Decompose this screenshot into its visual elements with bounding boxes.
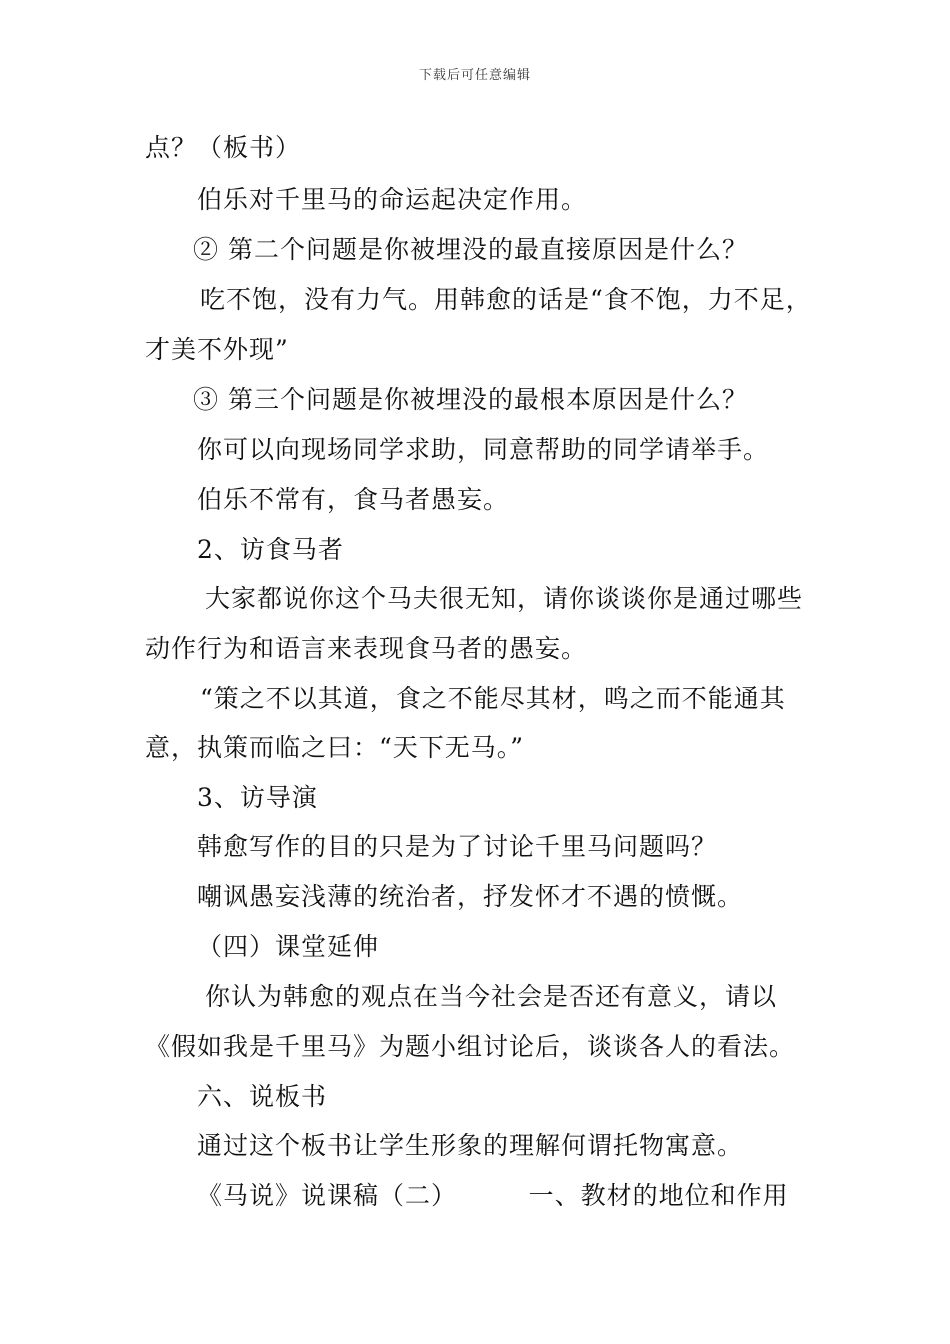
- page-header: 下载后可任意编辑: [418, 68, 531, 83]
- text-line: 你认为韩愈的观点在当今社会是否还有意义，请以: [205, 982, 778, 1011]
- text-line: 你可以向现场同学求助，同意帮助的同学请举手。: [197, 435, 770, 464]
- text-line: 动作行为和语言来表现食马者的愚妄。: [145, 634, 588, 663]
- text-line: ② 第二个问题是你被埋没的最直接原因是什么？: [193, 235, 748, 264]
- text-line: 3、访导演: [197, 783, 318, 812]
- text-line: 伯乐对千里马的命运起决定作用。: [197, 185, 588, 214]
- text-line: ③ 第三个问题是你被埋没的最根本原因是什么？: [193, 385, 748, 414]
- text-line: 意，执策而临之曰：“天下无马。”: [145, 733, 525, 762]
- text-line: （四）课堂延伸: [197, 932, 380, 961]
- text-line: 点？（板书）: [145, 133, 302, 162]
- text-line: 通过这个板书让学生形象的理解何谓托物寓意。: [197, 1131, 744, 1160]
- text-line: 2、访食马者: [197, 535, 344, 564]
- text-line: 韩愈写作的目的只是为了讨论千里马问题吗？: [197, 832, 718, 861]
- text-line: “策之不以其道，食之不能尽其材，鸣之而不能通其: [200, 684, 786, 713]
- text-line: 《马说》说课稿（二） 一、教材的地位和作用: [197, 1181, 789, 1210]
- text-line: 吃不饱，没有力气。用韩愈的话是“食不饱，力不足，: [200, 285, 812, 314]
- text-line: 六、说板书: [197, 1082, 328, 1111]
- text-line: 才美不外现”: [145, 335, 289, 364]
- text-line: 《假如我是千里马》为题小组讨论后，谈谈各人的看法。: [145, 1032, 796, 1061]
- text-line: 嘲讽愚妄浅薄的统治者，抒发怀才不遇的愤慨。: [197, 882, 744, 911]
- text-line: 伯乐不常有，食马者愚妄。: [197, 485, 510, 514]
- text-line: 大家都说你这个马夫很无知，请你谈谈你是通过哪些: [205, 584, 804, 613]
